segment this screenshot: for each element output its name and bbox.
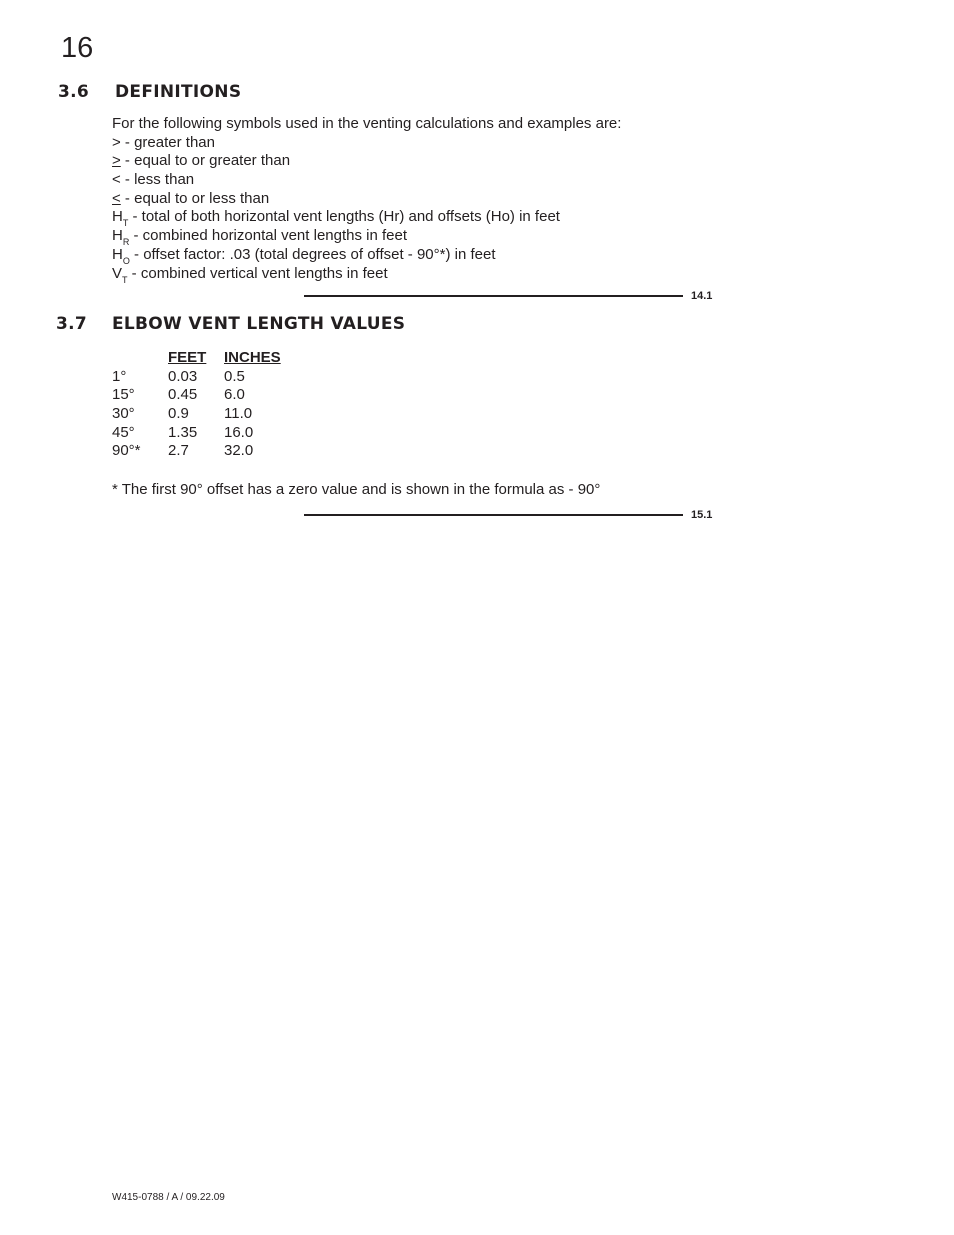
table-row <box>112 424 281 443</box>
inches-header: INCHES <box>224 349 281 366</box>
elbow-length-table <box>112 349 281 461</box>
angle-cell: 45° <box>112 423 135 441</box>
feet-cell: 2.7 <box>168 442 189 460</box>
feet-header: FEET <box>168 349 207 366</box>
inches-cell: 16.0 <box>224 423 254 441</box>
definition-item <box>112 265 621 284</box>
definition-item <box>112 152 621 171</box>
figure-reference: 15.1 <box>691 509 713 521</box>
definition-item <box>112 190 621 209</box>
definition-item <box>112 134 621 153</box>
definition-subscript: R <box>122 237 130 248</box>
definition-subscript: O <box>122 255 130 266</box>
section-number: 3.7 <box>56 314 88 334</box>
definition-text: - equal to or greater than <box>120 152 291 170</box>
definition-item <box>112 208 621 227</box>
definition-symbol: < <box>112 189 121 207</box>
section-title: ELBOW VENT LENGTH VALUES <box>112 314 406 334</box>
inches-cell: 0.5 <box>224 367 245 385</box>
definition-subscript: T <box>122 274 128 285</box>
section-heading-definitions <box>58 81 241 103</box>
table-row <box>112 405 281 424</box>
footnote: * The first 90° offset has a zero value and is shown in the formula as - 90° <box>112 481 601 498</box>
definition-symbol: > <box>112 152 121 170</box>
definition-text: - combined horizontal vent lengths in feet <box>129 227 408 245</box>
angle-cell: 15° <box>112 386 135 404</box>
angle-cell: 30° <box>112 405 135 423</box>
definition-item <box>112 227 621 246</box>
definition-text: - equal to or less than <box>120 189 270 207</box>
definition-text: < - less than <box>112 171 195 189</box>
table-row <box>112 442 281 461</box>
definition-symbol: H <box>112 245 123 263</box>
inches-cell: 6.0 <box>224 386 245 404</box>
inches-cell: 32.0 <box>224 442 254 460</box>
section-title: DEFINITIONS <box>115 82 242 102</box>
feet-cell: 1.35 <box>168 423 198 441</box>
definition-text: > - greater than <box>112 133 215 151</box>
table-header-row <box>112 349 281 368</box>
definition-symbol: H <box>112 227 123 245</box>
definition-symbol: V <box>112 264 123 282</box>
section-heading-elbow-values <box>56 313 405 335</box>
feet-cell: 0.45 <box>168 386 198 404</box>
definition-text: - offset factor: .03 (total degrees of offset - 90°*) in feet <box>129 245 496 263</box>
definition-symbol: H <box>112 208 123 226</box>
feet-cell: 0.03 <box>168 367 198 385</box>
definition-text: - combined vertical vent lengths in feet <box>127 264 388 282</box>
inches-cell: 11.0 <box>224 405 253 423</box>
feet-cell: 0.9 <box>168 405 189 423</box>
table-row <box>112 386 281 405</box>
document-code: W415-0788 / A / 09.22.09 <box>112 1192 225 1203</box>
definitions-intro: For the following symbols used in the venting calculations and examples are: <box>112 115 622 132</box>
section-divider <box>304 295 683 297</box>
definition-item <box>112 171 621 190</box>
definition-subscript: T <box>122 218 129 229</box>
definition-text: - total of both horizontal vent lengths (Hr) and offsets (Ho) in feet <box>128 208 560 226</box>
angle-cell: 90°* <box>112 442 141 460</box>
definitions-list <box>112 115 621 283</box>
page-number: 16 <box>61 32 94 64</box>
table-row <box>112 368 281 387</box>
section-divider <box>304 514 683 516</box>
figure-reference: 14.1 <box>691 290 713 302</box>
angle-cell: 1° <box>112 367 127 385</box>
definition-item <box>112 246 621 265</box>
section-number: 3.6 <box>58 82 90 102</box>
